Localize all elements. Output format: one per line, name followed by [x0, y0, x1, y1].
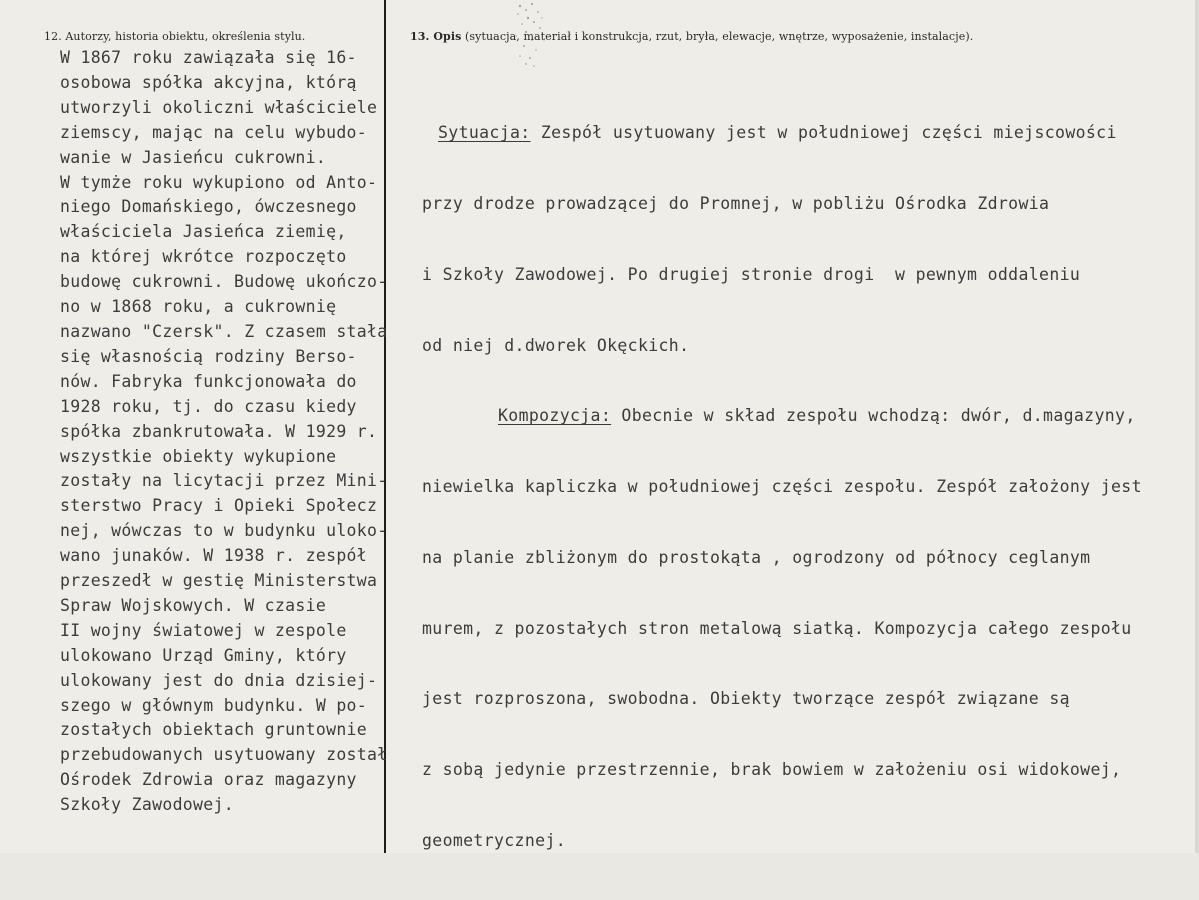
history-line: przeszedł w gestię Ministerstwa: [60, 571, 378, 591]
history-line: 1928 roku, tj. do czasu kiedy: [60, 396, 357, 416]
description-line: jest rozproszona, swobodna. Obiekty tworzące zespół związane są: [422, 689, 1070, 709]
history-line: się własnością rodziny Berso-: [60, 346, 357, 366]
history-line: ulokowano Urząd Gminy, który: [60, 645, 347, 665]
situation-label: Sytuacja:: [438, 123, 531, 143]
history-line: sterstwo Pracy i Opieki Społecz: [60, 496, 378, 516]
history-line: zostały na licytacji przez Mini-: [60, 471, 388, 491]
history-line: nej, wówczas to w budynku uloko-: [60, 521, 388, 541]
history-line: nazwano "Czersk". Z czasem stała: [60, 321, 388, 341]
history-line: nów. Fabryka funkcjonowała do: [60, 371, 357, 391]
history-line: II wojny światowej w zespole: [60, 620, 347, 640]
section-12-header: 12. Autorzy, historia obiektu, określenia stylu.: [44, 30, 306, 43]
history-line: wszystkie obiekty wykupione: [60, 446, 337, 466]
history-line: zostałych obiektach gruntownie: [60, 720, 368, 740]
history-line: ulokowany jest do dnia dzisiej-: [60, 670, 378, 690]
description-line: niewielka kapliczka w południowej części zespołu. Zespół założony jest: [422, 477, 1142, 497]
description-text: [422, 74, 1142, 900]
composition-first-text: Obecnie w skład zespołu wchodzą: dwór, d.magazyny,: [611, 406, 1136, 426]
composition-label: Kompozycja:: [498, 406, 612, 426]
description-line: od niej d.dworek Okęckich.: [422, 335, 690, 355]
history-line: W tymże roku wykupiono od Anto-: [60, 172, 378, 192]
section-13-detail: (sytuacja, materiał i konstrukcja, rzut, bryła, elewacje, wnętrze, wyposażenie, instalacje).: [465, 30, 974, 43]
description-line: murem, z pozostałych stron metalową siatką. Kompozycja całego zespołu: [422, 618, 1132, 638]
description-line: geometrycznej.: [422, 831, 566, 850]
history-line: wanie w Jasieńcu cukrowni.: [60, 147, 327, 167]
history-line: na której wkrótce rozpoczęto: [60, 247, 347, 267]
history-line: utworzyli okoliczni właściciele: [60, 97, 378, 117]
history-line: no w 1868 roku, a cukrownię: [60, 297, 337, 317]
history-line: właściciela Jasieńca ziemię,: [60, 222, 347, 242]
composition-first-line: [498, 404, 1142, 428]
description-line: na planie zbliżonym do prostokąta , ogrodzony od północy ceglanym: [422, 547, 1091, 567]
history-line: przebudowanych usytuowany został: [60, 745, 388, 765]
history-line: wano junaków. W 1938 r. zespół: [60, 546, 368, 566]
history-line: Szkoły Zawodowej.: [60, 795, 234, 815]
history-text: [60, 46, 387, 818]
description-line: i Szkoły Zawodowej. Po drugiej stronie drogi w pewnym oddaleniu: [422, 264, 1081, 284]
history-line: ziemscy, mając na celu wybudo-: [60, 122, 368, 142]
description-line: przy drodze prowadzącej do Promnej, w pobliżu Ośrodka Zdrowia: [422, 193, 1050, 213]
history-line: osobowa spółka akcyjna, którą: [60, 72, 357, 92]
section-13-label: 13. Opis: [410, 30, 462, 43]
history-line: niego Domańskiego, ówczesnego: [60, 197, 357, 217]
section-13-header: [410, 30, 973, 43]
history-line: Ośrodek Zdrowia oraz magazyny: [60, 770, 357, 790]
history-line: Spraw Wojskowych. W czasie: [60, 595, 327, 615]
situation-first-line: [438, 121, 1142, 145]
card-edge: [1195, 0, 1199, 853]
history-line: spółka zbankrutowała. W 1929 r.: [60, 421, 378, 441]
history-line: W 1867 roku zawiązała się 16-: [60, 48, 357, 67]
description-line: z sobą jedynie przestrzennie, brak bowiem w założeniu osi widokowej,: [422, 760, 1122, 780]
history-line: budowę cukrowni. Budowę ukończo-: [60, 272, 388, 292]
situation-first-text: Zespół usytuowany jest w południowej części miejscowości: [530, 123, 1117, 143]
history-line: szego w głównym budynku. W po-: [60, 695, 368, 715]
